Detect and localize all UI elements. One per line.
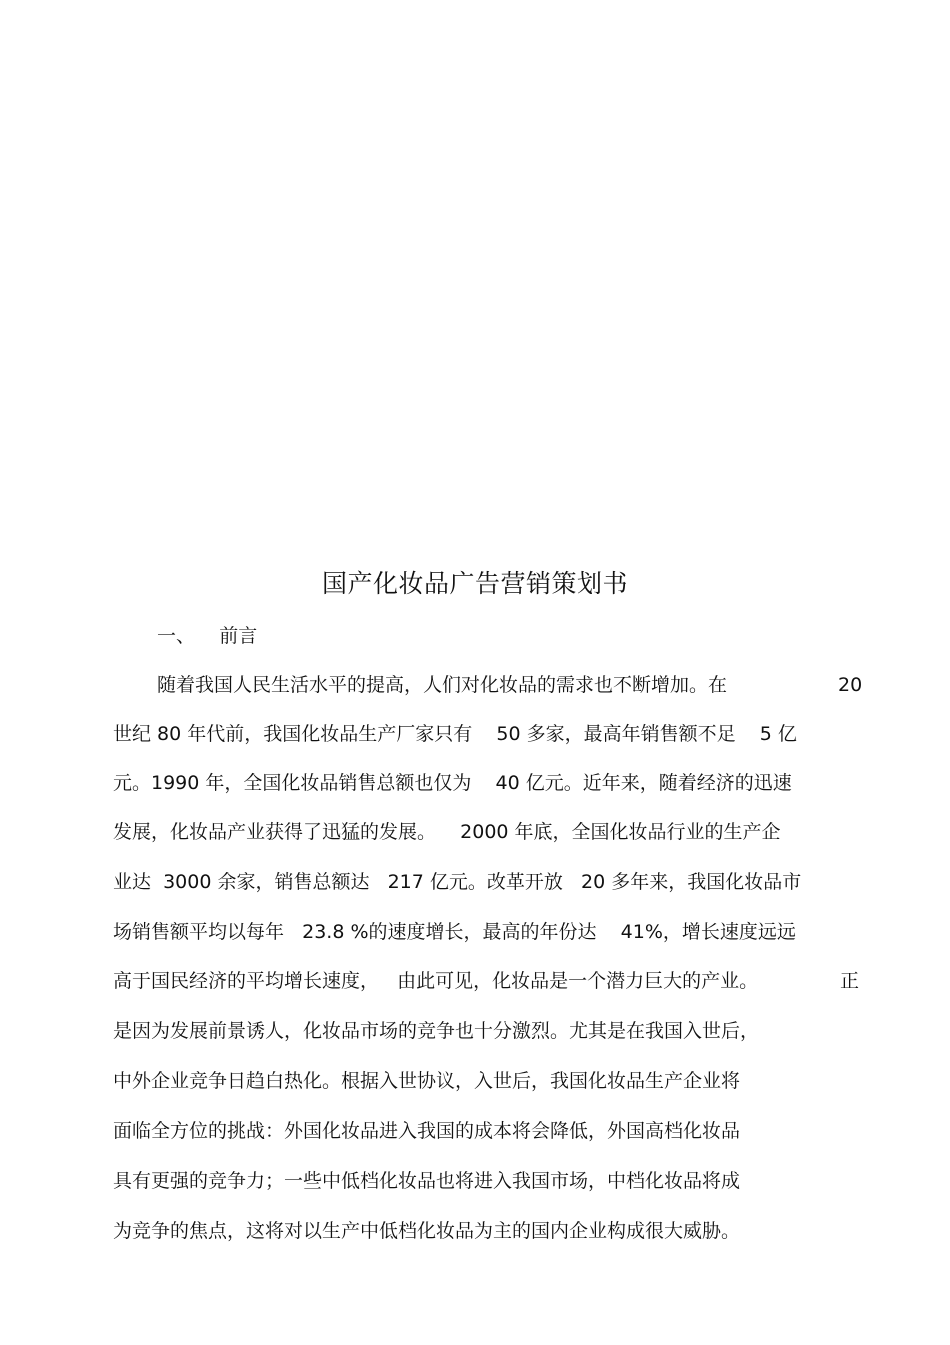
paragraph-line bbox=[113, 1117, 740, 1145]
section-heading bbox=[157, 622, 257, 650]
line-text: 场销售额平均以每年 23.8 %的速度增长，最高的年份达 41%，增长速度远远 bbox=[113, 921, 796, 943]
paragraph-line-tail: 正 bbox=[840, 970, 860, 992]
document-title: 国产化妆品广告营销策划书 bbox=[321, 569, 628, 598]
paragraph-line bbox=[113, 769, 792, 797]
paragraph-line-tail: 20 bbox=[838, 674, 863, 696]
line-text: 是因为发展前景诱人，化妆品市场的竞争也十分激烈。尤其是在我国入世后， bbox=[113, 1020, 760, 1042]
paragraph-line bbox=[113, 1067, 740, 1095]
section-number: 一、 bbox=[157, 625, 196, 647]
line-text: 具有更强的竞争力；一些中低档化妆品也将进入我国市场，中档化妆品将成 bbox=[113, 1170, 741, 1192]
line-text: 高于国民经济的平均增长速度， 由此可见，化妆品是一个潜力巨大的产业。 bbox=[113, 970, 759, 992]
paragraph-line bbox=[157, 671, 727, 699]
paragraph-line bbox=[113, 1167, 740, 1195]
paragraph-line bbox=[113, 1017, 759, 1045]
paragraph-line bbox=[113, 720, 797, 748]
paragraph-line bbox=[113, 868, 801, 896]
section-title: 前言 bbox=[219, 625, 258, 647]
paragraph-line bbox=[113, 967, 758, 995]
paragraph-line bbox=[113, 918, 796, 946]
line-text: 业达 3000 余家，销售总额达 217 亿元。改革开放 20 多年来，我国化妆品市 bbox=[113, 871, 802, 893]
line-text: 世纪 80 年代前，我国化妆品生产厂家只有 50 多家，最高年销售额不足 5 亿 bbox=[113, 723, 797, 745]
line-text: 随着我国人民生活水平的提高，人们对化妆品的需求也不断增加。在 bbox=[157, 674, 728, 696]
line-text: 元。1990 年，全国化妆品销售总额也仅为 40 亿元。近年来，随着经济的迅速 bbox=[113, 772, 792, 794]
line-text: 为竞争的焦点，这将对以生产中低档化妆品为主的国内企业构成很大威胁。 bbox=[113, 1220, 741, 1242]
line-text: 面临全方位的挑战：外国化妆品进入我国的成本将会降低，外国高档化妆品 bbox=[113, 1120, 741, 1142]
paragraph-line bbox=[113, 1217, 740, 1245]
paragraph-line bbox=[113, 818, 781, 846]
line-text: 发展，化妆品产业获得了迅猛的发展。 2000 年底，全国化妆品行业的生产企 bbox=[113, 821, 781, 843]
line-text: 中外企业竞争日趋白热化。根据入世协议，入世后，我国化妆品生产企业将 bbox=[113, 1070, 741, 1092]
